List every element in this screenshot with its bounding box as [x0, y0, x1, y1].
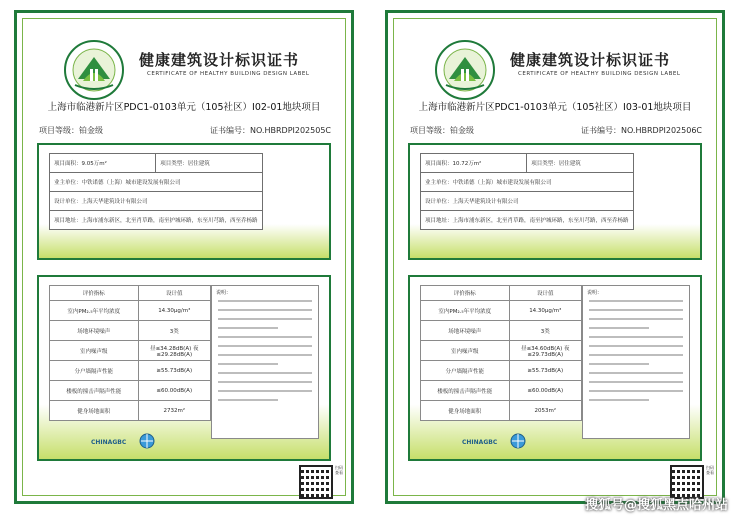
note-box — [211, 285, 319, 439]
indicator-name: 场地环境噪声 — [50, 321, 139, 341]
owner-unit: 业主单位：中铁诺德（上海）城市建设发展有限公司 — [421, 173, 634, 192]
project-info-panel — [37, 143, 331, 260]
note-title: 说明： — [216, 290, 232, 296]
indicator-panel — [408, 275, 702, 461]
indicator-value: 2732m² — [138, 401, 210, 421]
project-address: 项目地址：上海市浦东新区，北至肖草路，南至护城环路，东至川芎路，西至乔杨路 — [50, 211, 263, 230]
indicator-name: 室内PM₂.₅年平均浓度 — [50, 301, 139, 321]
project-area: 项目面积：10.72万m² — [421, 154, 527, 173]
indicator-value: 昼≤34.60dB(A) 夜≤29.73dB(A) — [509, 341, 581, 361]
indicator-table — [49, 285, 211, 421]
design-unit: 设计单位：上海天华建筑设计有限公司 — [421, 192, 634, 211]
indicator-value: 昼≤34.28dB(A) 夜≤29.28dB(A) — [138, 341, 210, 361]
project-grade: 项目等级：铂金级 — [410, 126, 474, 135]
indicator-value: ≤60.00dB(A) — [509, 381, 581, 401]
indicator-panel — [37, 275, 331, 461]
indicator-name: 健身场地面积 — [421, 401, 510, 421]
indicator-value: 3类 — [509, 321, 581, 341]
indicator-row — [50, 401, 211, 421]
project-info-table — [420, 153, 634, 230]
indicator-name: 场地环境噪声 — [421, 321, 510, 341]
indicator-header: 评价指标 — [421, 286, 510, 301]
indicator-row — [421, 301, 582, 321]
design-unit: 设计单位：上海天华建筑设计有限公司 — [50, 192, 263, 211]
project-type: 项目类型：居住建筑 — [156, 154, 262, 173]
design-value-header: 设计值 — [509, 286, 581, 301]
certificate-2 — [385, 10, 725, 504]
chinagbc-logo: CHINAGBC — [91, 439, 127, 446]
healthy-building-logo-icon — [63, 39, 125, 101]
project-name: 上海市临港新片区PDC1-0103单元（105社区）I03-01地块项目 — [418, 102, 692, 113]
certificate-1 — [14, 10, 354, 504]
indicator-header: 评价指标 — [50, 286, 139, 301]
certificate-number: 证书编号：NO.HBRDPI202505C — [209, 126, 331, 135]
indicator-value: 2053m² — [509, 401, 581, 421]
certificate-subtitle: CERTIFICATE OF HEALTHY BUILDING DESIGN LABEL — [147, 71, 310, 77]
indicator-name: 楼板的撞击声隔声性能 — [50, 381, 139, 401]
indicator-name: 室内PM₂.₅年平均浓度 — [421, 301, 510, 321]
certificate-subtitle: CERTIFICATE OF HEALTHY BUILDING DESIGN LABEL — [518, 71, 681, 77]
indicator-table — [420, 285, 582, 421]
indicator-row — [421, 341, 582, 361]
indicator-row — [421, 401, 582, 421]
qr-caption: 扫码查看 — [335, 465, 343, 475]
qr-code[interactable] — [299, 465, 333, 499]
indicator-row — [421, 321, 582, 341]
indicator-value: ≥55.73dB(A) — [509, 361, 581, 381]
globe-logo-icon — [139, 433, 155, 449]
indicator-row — [421, 361, 582, 381]
project-address: 项目地址：上海市浦东新区，北至肖草路，南至护城环路，东至川芎路，西至乔杨路 — [421, 211, 634, 230]
certificate-number: 证书编号：NO.HBRDPI202506C — [580, 126, 702, 135]
indicator-name: 分户墙隔声性能 — [50, 361, 139, 381]
project-type: 项目类型：居住建筑 — [527, 154, 633, 173]
design-value-header: 设计值 — [138, 286, 210, 301]
indicator-value: 3类 — [138, 321, 210, 341]
indicator-row — [50, 381, 211, 401]
indicator-name: 室内噪声级 — [421, 341, 510, 361]
indicator-row — [50, 321, 211, 341]
chinagbc-logo: CHINAGBC — [462, 439, 498, 446]
project-grade: 项目等级：铂金级 — [39, 126, 103, 135]
project-name: 上海市临港新片区PDC1-0103单元（105社区）I02-01地块项目 — [47, 102, 321, 113]
indicator-row — [421, 381, 582, 401]
project-area: 项目面积：9.05万m² — [50, 154, 156, 173]
project-info-table — [49, 153, 263, 230]
certificate-title: 健康建筑设计标识证书 — [139, 51, 300, 69]
indicator-row — [50, 361, 211, 381]
indicator-name: 楼板的撞击声隔声性能 — [421, 381, 510, 401]
project-info-panel — [408, 143, 702, 260]
qr-caption: 扫码查看 — [706, 465, 714, 475]
owner-unit: 业主单位：中铁诺德（上海）城市建设发展有限公司 — [50, 173, 263, 192]
indicator-name: 室内噪声级 — [50, 341, 139, 361]
healthy-building-logo-icon — [434, 39, 496, 101]
indicator-value: ≥55.73dB(A) — [138, 361, 210, 381]
note-title: 说明： — [587, 290, 603, 296]
globe-logo-icon — [510, 433, 526, 449]
indicator-name: 分户墙隔声性能 — [421, 361, 510, 381]
indicator-value: 14.30μg/m³ — [509, 301, 581, 321]
indicator-row — [50, 301, 211, 321]
note-box — [582, 285, 690, 439]
indicator-row — [50, 341, 211, 361]
indicator-value: 14.30μg/m³ — [138, 301, 210, 321]
watermark: 搜狐号@搜狐黑点哈州站 — [584, 498, 728, 513]
indicator-value: ≤60.00dB(A) — [138, 381, 210, 401]
indicator-name: 健身场地面积 — [50, 401, 139, 421]
certificate-title: 健康建筑设计标识证书 — [510, 51, 671, 69]
